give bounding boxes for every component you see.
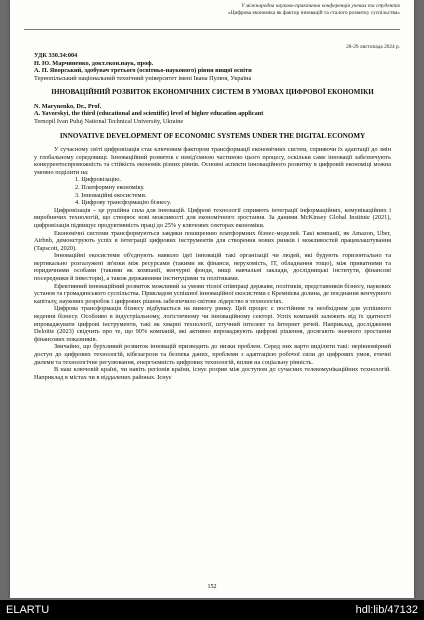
udc-code: УДК 330.34:004	[34, 52, 78, 59]
page-number: 152	[207, 584, 217, 590]
paragraph: В наш ключовій країні, чи навіть регіонів країни, існує розрив між доступом до сучасних телекомунікаційних технологій. Наприклад в містах чи в віддалених районах. Існує	[34, 366, 391, 381]
paragraph: Економічні системи трансформуються завдяки поширенню платформних бізнес-моделей. Такі компанії, як Amazon, Uber, Airbnb, демонструють успіх в інтеграції цифрових інструментів для створення нових ринків і можливостей працевлаштування (Tapscott, 2020).	[34, 229, 391, 252]
conference-date: 28-29 листопада 2024 р.	[346, 44, 400, 50]
paragraph: Цифрова трансформація бізнесу відбувається на вимогу ринку. Цей процес є постійним та необхідним для успішного ведення бізнесу. Особливо в індустріальному, логістичному чи інноваційному секторі. Успіх компаній залежить від їх здатності впроваджувати цифрові інструменти, такі як хмарні технології, штучний інтелект та Інтернет речей. Наприклад, дослідження Deloitte (2023) свідчить про те, що 90% компаній, які активно впроваджують цифрові рішення, досягають значного зростання фінансових показників.	[34, 305, 391, 343]
title-en: INNOVATIVE DEVELOPMENT OF ECONOMIC SYSTEMS UNDER THE DIGITAL ECONOMY	[59, 131, 366, 140]
author-ua-1: Н. Ю. Марчиненко, докт.екон.наук, проф.	[34, 59, 154, 67]
affiliation-en: Ternopil Ivan Puluj National Technical University, Ukraine	[34, 117, 184, 125]
paragraph: Цифровізація – це рушійна сила для інновацій. Цифрові технології сприяють інтеграції інформаційних, комунікаційних і виробничих технологій, що створює нові можливості для економічного зростання. За даними McKinsey Global Institute (2021), цифровізація підвищує продуктивність праці до 25% у ключових секторах економіки.	[34, 206, 391, 229]
document-page	[10, 0, 414, 598]
repository-name: ELARTU	[6, 604, 50, 616]
handle-id: hdl:lib/47132	[355, 604, 418, 616]
conference-theme: «Цифрова економіка як фактор інновацій та сталого розвитку суспільства»	[227, 10, 400, 17]
author-en-2: A. Yavorskyi, the third (educational and scientific) level of higher education applicant	[34, 110, 264, 118]
paragraph: Ефективний інноваційний розвиток можливий за умови тісної співпраці держави, політиків, представників бізнесу, наукових установ та громадянського суспільства. Прикладом успішної інноваційної екосистеми є Кремнієва долина, де поєднання венчурного капіталу, наукових розробок і цифрових рішень забезпечило світове лідерство в технологіях.	[34, 282, 391, 305]
conference-name: V міжнародна науково-практична конференція учених та студентів	[241, 3, 400, 9]
aspect-list	[34, 176, 391, 206]
list-item: 4. Цифрову трансформацію бізнесу.	[75, 199, 172, 207]
list-item: 3. Інноваційні екосистеми.	[75, 191, 147, 199]
repository-footer	[0, 600, 424, 620]
paragraph: Звичайно, що бурхливий розвиток інновацій призводить до низки проблем. Серед них варто виділити такі: нерівномірний доступ до цифрових технологій, кібезагрози та безпека даних, проблеми з адаптацією робочої сили до цифрових умов, етичні дилеми та технологічне регулювання, енергоємність цифрових технологій, вплив на соціальну рівність.	[34, 343, 391, 366]
paragraph: У сучасному світі цифровізація стає ключовим фактором трансформації економічних систем, сприяючи їх адаптації до змін у глобальному середовищі. Інноваційний розвиток є невід'ємною частиною цього процесу, оскільки саме інновації забезпечують конкурентоспроможність та стійкість економік різних рівнів. Основні аспекти інноваційного розвитку в цифровій економіці можна умовно поділити на:	[34, 145, 391, 176]
article-body	[34, 52, 391, 381]
author-ua-2: А. П. Яворський, здобувач третього (освітньо-наукового) рівня вищої освіти	[34, 67, 252, 75]
running-header	[100, 3, 400, 17]
affiliation-ua: Тернопільський національний технічний університет імені Івана Пулюя, Україна	[34, 74, 252, 82]
title-ua: ІННОВАЦІЙНИЙ РОЗВИТОК ЕКОНОМІЧНИХ СИСТЕМ В УМОВАХ ЦИФРОВОЇ ЕКОНОМІКИ	[51, 88, 374, 97]
list-item: 2. Платформну економіку.	[75, 183, 145, 191]
list-item: 1. Цифровізацію.	[75, 176, 121, 184]
paragraph: Інноваційні екосистеми об'єднують навколо ідеї інновацій такі організації чи людей, які будують горизонтально та вертикально розгалужені зв'язки між ресурсами (такими як фінанси, нерухомість, ІТ, обладнання тощо), між приватними та юридичними особами (такими як компанії, венчурні фонди, вищі навчальні заклади, дослідницькі інститути, фінансові посередники й інвестори), а також державними інституціями та політиками.	[34, 252, 391, 283]
author-en-1: N. Marynenko, Dr., Prof.	[34, 102, 102, 110]
header-divider	[24, 29, 400, 30]
